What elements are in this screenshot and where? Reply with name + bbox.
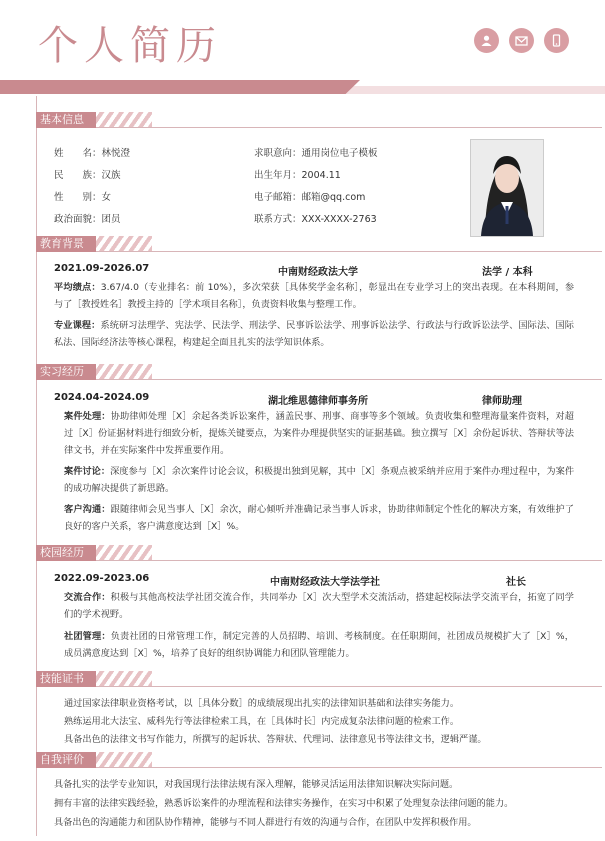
skill-item: 熟练运用北大法宝、威科先行等法律检索工具，在［具体时长］内完成复杂法律问题的检索工作。 (64, 716, 460, 727)
intern-org: 湖北维思德律师事务所 (268, 396, 368, 407)
email-row: 电子邮箱：邮箱@qq.com (254, 192, 366, 203)
section-intern-header (36, 364, 602, 380)
campus-org: 中南财经政法大学法学社 (270, 577, 380, 588)
section-title: 自我评价 (36, 752, 96, 768)
name-row: 姓 名：林悦澄 (54, 148, 131, 159)
section-skills-header (36, 671, 602, 687)
skill-item: 通过国家法律职业资格考试，以［具体分数］的成绩展现出扎实的法律知识基础和法律实务能力。 (64, 698, 460, 709)
intern-item-2: 案件讨论：深度参与［X］余次案件讨论会议，积极提出独到见解，其中［X］条观点被采纳并应用于案件办理过程中，为案件的成功解决提供了新思路。 (64, 466, 575, 494)
intern-role: 律师助理 (482, 396, 522, 407)
phone-row: 联系方式：XXX-XXXX-2763 (254, 214, 377, 225)
campus-role: 社长 (506, 577, 526, 588)
edu-gpa: 平均绩点：3.67/4.0（专业排名：前 10%），多次荣获［具体奖学金名称］，彰显出在专业学习上的突出表现。在本科期间，参与了［教授姓名］教授主持的［学术项目名称］，负责资料收集与整理工作。 (54, 282, 575, 310)
intent-row: 求职意向：通用岗位电子模板 (254, 148, 378, 159)
campus-period: 2022.09-2023.06 (54, 573, 150, 584)
politics-row: 政治面貌：团员 (54, 214, 121, 225)
intern-item-1: 案件处理：协助律师处理［X］余起各类诉讼案件，涵盖民事、刑事、商事等多个领域。负责收集和整理海量案件资料，对超过［X］份证据材料进行细致分析，提炼关键要点，为案件办理提供坚实的证据基础。独立撰写［X］余份起诉状、答辩状等法律文书，并在实际案件中发挥重要作用。 (64, 411, 574, 456)
edu-school: 中南财经政法大学 (278, 267, 358, 278)
page-title: 个人简历 (38, 23, 222, 69)
header-icons (474, 28, 569, 53)
section-title: 教育背景 (36, 236, 96, 252)
campus-item-1: 交流合作：积极与其他高校法学社团交流合作，共同举办［X］次大型学术交流活动，搭建起校际法学交流平台，拓宽了同学们的学术视野。 (64, 592, 574, 620)
mail-icon (509, 28, 534, 53)
phone-icon (544, 28, 569, 53)
intern-item-3: 客户沟通：跟随律师会见当事人［X］余次，耐心倾听并准确记录当事人诉求，协助律师制定个性化的解决方案，有效维护了良好的客户关系，客户满意度达到［X］%。 (64, 504, 574, 532)
skill-item: 具备出色的法律文书写作能力，所撰写的起诉状、答辩状、代理词、法律意见书等法律文书，逻辑严谨。 (64, 734, 487, 745)
edu-courses: 专业课程：系统研习法理学、宪法学、民法学、刑法学、民事诉讼法学、刑事诉讼法学、行政法与行政诉讼法学、国际法、国际私法、国际经济法等核心课程，构建起全面且扎实的法学知识体系。 (54, 320, 574, 348)
nation-row: 民 族：汉族 (54, 170, 121, 181)
profile-photo (470, 139, 544, 237)
self-item: 具备扎实的法学专业知识，对我国现行法律法规有深入理解，能够灵活运用法律知识解决实际问题。 (54, 779, 459, 790)
self-item: 拥有丰富的法律实践经验，熟悉诉讼案件的办理流程和法律实务操作，在实习中积累了处理复杂法律问题的能力。 (54, 798, 514, 809)
person-icon (474, 28, 499, 53)
section-basic-header (36, 112, 602, 128)
section-title: 校园经历 (36, 545, 96, 561)
campus-item-2: 社团管理：负责社团的日常管理工作，制定完善的人员招聘、培训、考核制度。在任职期间，社团成员规模扩大了［X］%，成员满意度达到［X］%，培养了良好的组织协调能力和团队管理能力。 (64, 631, 574, 659)
section-title: 实习经历 (36, 364, 96, 380)
birth-row: 出生年月：2004.11 (254, 170, 341, 181)
section-campus-header (36, 545, 602, 561)
intern-period: 2024.04-2024.09 (54, 392, 150, 403)
section-title: 基本信息 (36, 112, 96, 128)
edu-period: 2021.09-2026.07 (54, 263, 150, 274)
timeline-line (36, 96, 37, 836)
edu-degree: 法学 / 本科 (482, 267, 533, 278)
gender-row: 性 别：女 (54, 192, 112, 203)
header-bar (0, 80, 605, 96)
section-title: 技能证书 (36, 671, 96, 687)
self-item: 具备出色的沟通能力和团队协作精神，能够与不同人群进行有效的沟通与合作，在团队中发挥积极作用。 (54, 817, 477, 828)
section-self-header (36, 752, 602, 768)
section-edu-header (36, 236, 602, 252)
